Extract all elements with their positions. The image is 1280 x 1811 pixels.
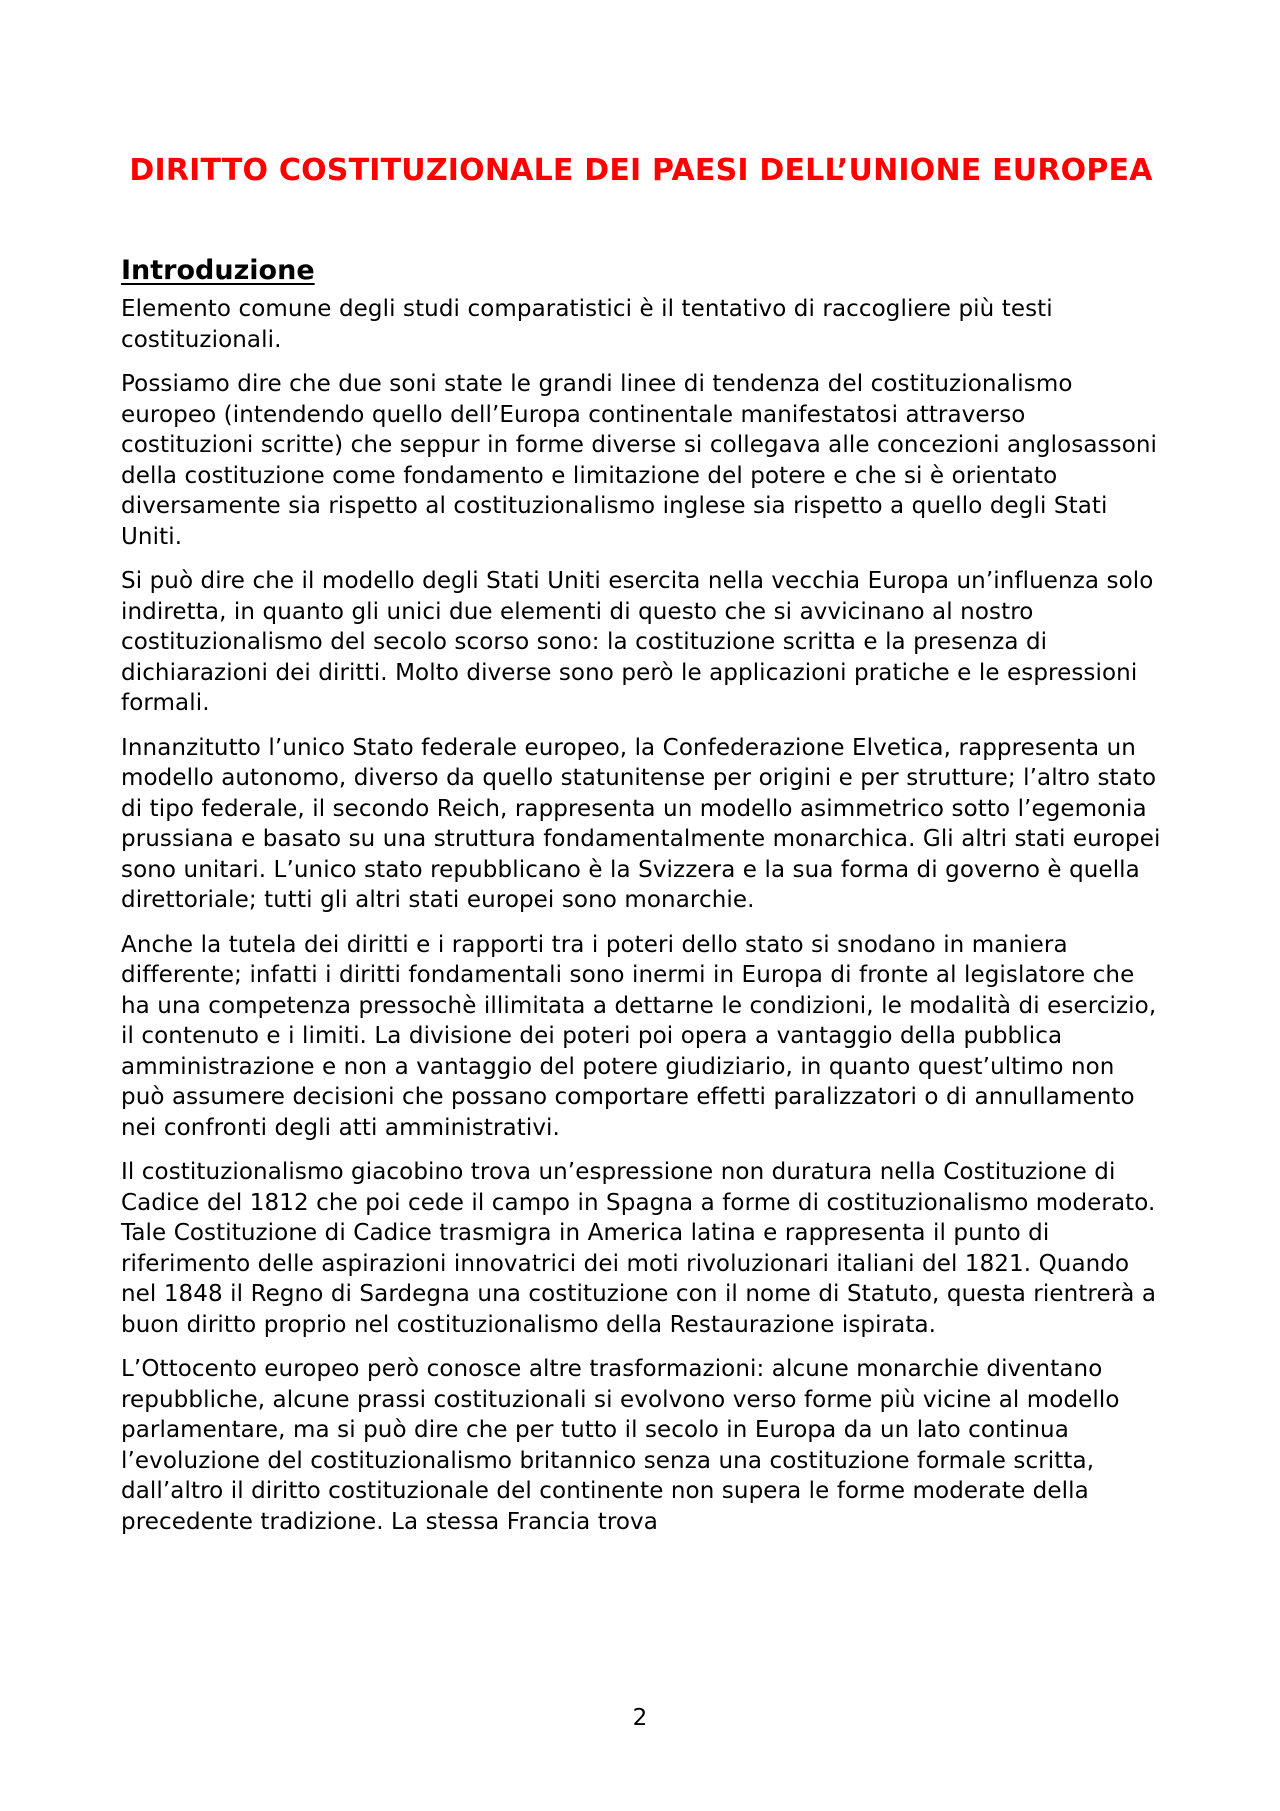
paragraph: Il costituzionalismo giacobino trova un’espressione non duratura nella Costituzione di Cadice del 1812 che poi cede il campo in Spagna a forme di costituzionalismo moderato. Tale Costituzione di Cadice trasmigra in America latina e rappresenta il punto di riferimento delle aspirazioni innovatrici dei moti rivoluzionari italiani del 1821. Quando nel 1848 il Regno di Sardegna una costituzione con il nome di Statuto, questa rientrerà a buon diritto proprio nel costituzionalismo della Restaurazione ispirata.	[121, 1159, 1157, 1338]
paragraph: Anche la tutela dei diritti e i rapporti tra i poteri dello stato si snodano in maniera differente; infatti i diritti fondamentali sono inermi in Europa di fronte al legislatore che ha una competenza pressochè illimitata a dettarne le condizioni, le modalità di esercizio, il contenuto e i limiti. La divisione dei poteri poi opera a vantaggio della pubblica amministrazione e non a vantaggio del potere giudiziario, in quanto quest’ultimo non può assumere decisioni che possano comportare effetti paralizzatori o di annullamento nei confronti degli atti amministrativi.	[121, 931, 1157, 1141]
paragraph: Elemento comune degli studi comparatistici è il tentativo di raccogliere più testi costituzionali.	[121, 296, 1053, 353]
paragraph: Si può dire che il modello degli Stati Uniti esercita nella vecchia Europa un’influenza solo indiretta, in quanto gli unici due elementi di questo che si avvicinano al nostro costituzionalismo del secolo scorso sono: la costituzione scritta e la presenza di dichiarazioni dei diritti. Molto diverse sono però le applicazioni pratiche e le espressioni formali.	[121, 568, 1154, 716]
paragraph: Innanzitutto l’unico Stato federale europeo, la Confederazione Elvetica, rappresenta un modello autonomo, diverso da quello statunitense per origini e per strutture; l’altro stato di tipo federale, il secondo Reich, rappresenta un modello asimmetrico sotto l’egemonia prussiana e basato su una struttura fondamentalmente monarchica. Gli altri stati europei sono unitari. L’unico stato repubblicano è la Svizzera e la sua forma di governo è quella direttoriale; tutti gli altri stati europei sono monarchie.	[121, 734, 1161, 913]
document-page	[121, 150, 1161, 1551]
section-heading: Introduzione	[121, 255, 315, 286]
page-number: 2	[632, 1705, 648, 1731]
document-title: DIRITTO COSTITUZIONALE DEI PAESI DELL’UNIONE EUROPEA	[129, 153, 1153, 188]
paragraph: L’Ottocento europeo però conosce altre trasformazioni: alcune monarchie diventano repubbliche, alcune prassi costituzionali si evolvono verso forme più vicine al modello parlamentare, ma si può dire che per tutto il secolo in Europa da un lato continua l’evoluzione del costituzionalismo britannico senza una costituzione formale scritta, dall’altro il diritto costituzionale del continente non supera le forme moderate della precedente tradizione. La stessa Francia trova	[121, 1356, 1120, 1535]
paragraph: Possiamo dire che due soni state le grandi linee di tendenza del costituzionalismo europeo (intendendo quello dell’Europa continentale manifestatosi attraverso costituzioni scritte) che seppur in forme diverse si collegava alle concezioni anglosassoni della costituzione come fondamento e limitazione del potere e che si è orientato diversamente sia rispetto al costituzionalismo inglese sia rispetto a quello degli Stati Uniti.	[121, 371, 1158, 550]
